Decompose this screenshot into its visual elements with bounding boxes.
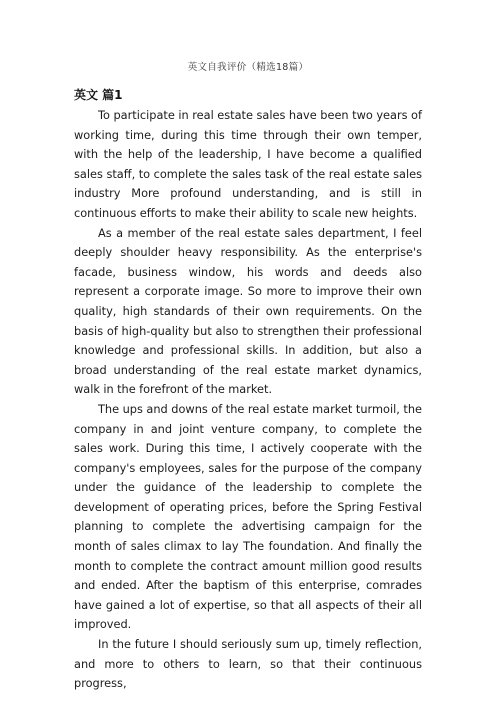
paragraph-1: To participate in real estate sales have been two years of working time, during this time through their own temper, with the help of the leadership, I have become a qualified sales staff, to complete the sales task of the real estate sales industry More profound understanding, and is still in continuous efforts to make their ability to scale new heights.	[74, 108, 422, 220]
section-heading: 英文 篇1	[74, 88, 123, 102]
paragraph-3: The ups and downs of the real estate market turmoil, the company in and joint venture company, to complete the sales work. During this time, I actively cooperate with the company's employees, sales for the purpose of the company under the guidance of the leadership to complete the development of operating prices, before the Spring Festival planning to complete the advertising campaign for the month of sales climax to lay The foundation. And finally the month to complete the contract amount million good results and ended. After the baptism of this enterprise, comrades have gained a lot of expertise, so that all aspects of their all improved.	[74, 401, 422, 632]
paragraph-2: As a member of the real estate sales department, I feel deeply shoulder heavy responsibility. As the enterprise's facade, business window, his words and deeds also represent a corporate image. So more to improve their own quality, high standards of their own requirements. On the basis of high-quality but also to strengthen their professional knowledge and professional skills. In addition, but also a broad understanding of the real estate market dynamics, walk in the forefront of the market.	[74, 225, 422, 397]
document-header-title: 英文自我评价（精选18篇）	[187, 62, 309, 73]
paragraph-4: In the future I should seriously sum up, timely reflection, and more to others to learn, so that their continuous progress,	[74, 637, 422, 691]
document-body	[74, 106, 422, 694]
